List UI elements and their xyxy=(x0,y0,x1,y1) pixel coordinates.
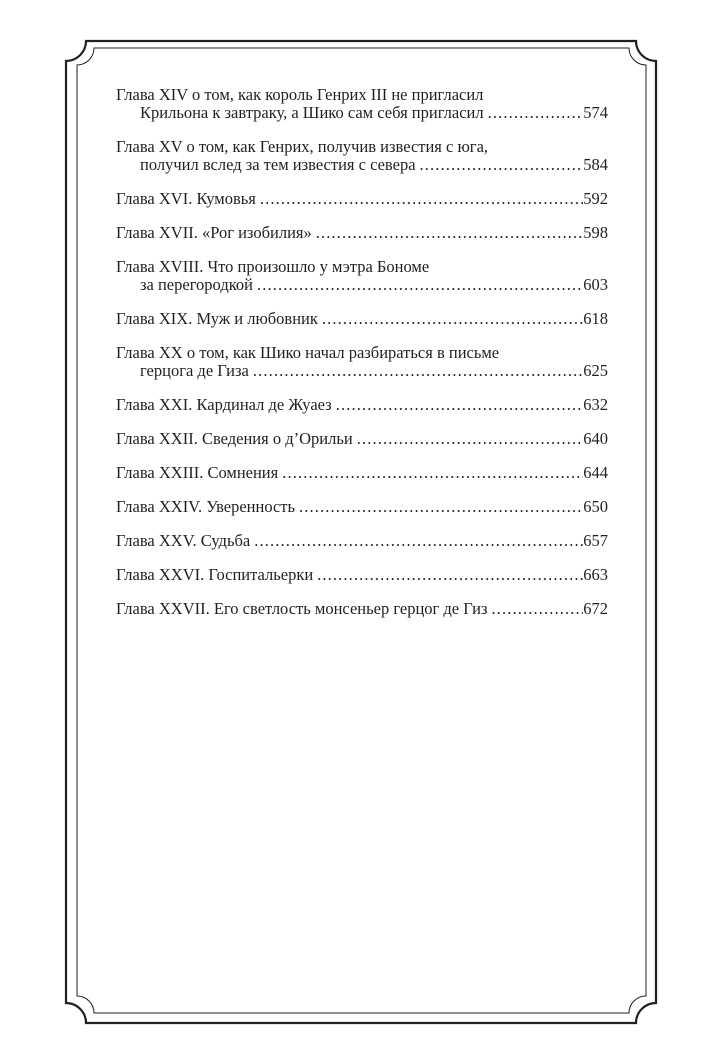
dot-leader xyxy=(250,532,583,550)
toc-entry-title: за перегородкой xyxy=(140,275,253,294)
dot-leader xyxy=(416,156,584,174)
toc-page-number: 574 xyxy=(583,103,608,122)
toc-page-number: 598 xyxy=(583,223,608,242)
toc-entry-row xyxy=(116,224,608,242)
toc-entry xyxy=(116,498,608,516)
dot-leader xyxy=(313,566,583,584)
toc-page-number: 663 xyxy=(583,565,608,584)
toc-entry-title: герцога де Гиза xyxy=(140,361,249,380)
toc-entry-title: Глава XXVII. Его светлость монсеньер герцог де Гиз xyxy=(116,599,488,618)
dot-leader xyxy=(484,104,584,122)
toc-entry-title-line: Глава XX о том, как Шико начал разбираться в письме xyxy=(116,343,500,362)
toc-entry-row xyxy=(116,498,608,516)
toc-entry-title: Глава XXIII. Сомнения xyxy=(116,463,279,482)
toc-entry xyxy=(116,600,608,618)
toc-entry-title: Глава XXI. Кардинал де Жуаез xyxy=(116,395,332,414)
dot-leader xyxy=(295,498,583,516)
toc-entry-title: получил вслед за тем известия с севера xyxy=(140,155,416,174)
toc-page-number: 640 xyxy=(583,429,608,448)
toc-entry-title: Глава XVII. «Рог изобилия» xyxy=(116,223,312,242)
dot-leader xyxy=(253,276,583,294)
toc-entry-title-line: Глава XVIII. Что произошло у мэтра Бономе xyxy=(116,257,430,276)
toc-entry-title-line: Глава XV о том, как Генрих, получив известия с юга, xyxy=(116,137,489,156)
dot-leader xyxy=(312,224,584,242)
toc-entry-title-line: Глава XIV о том, как король Генрих III не пригласил xyxy=(116,85,484,104)
toc-page-number: 657 xyxy=(583,531,608,550)
toc-entry-row xyxy=(116,566,608,584)
toc-entry-title: Глава XVI. Кумовья xyxy=(116,189,256,208)
toc-page-number: 592 xyxy=(583,189,608,208)
toc-page-number: 644 xyxy=(583,463,608,482)
toc-entry-title: Глава XIX. Муж и любовник xyxy=(116,309,318,328)
toc-entry-title: Глава XXVI. Госпитальерки xyxy=(116,565,314,584)
toc-entry xyxy=(116,566,608,584)
toc-entry-title: Крильона к завтраку, а Шико сам себя пригласил xyxy=(140,103,484,122)
toc-page-number: 618 xyxy=(583,309,608,328)
toc-entry xyxy=(116,464,608,482)
toc-entry-title: Глава XXV. Судьба xyxy=(116,531,251,550)
toc-entry-row xyxy=(116,190,608,208)
toc-entry-row xyxy=(116,430,608,448)
dot-leader xyxy=(256,190,583,208)
dot-leader xyxy=(278,464,583,482)
toc-page-number: 632 xyxy=(583,395,608,414)
toc-entry xyxy=(116,86,608,122)
toc-entry xyxy=(116,344,608,380)
toc-entry xyxy=(116,224,608,242)
toc-entry-row xyxy=(116,362,608,380)
toc-entry xyxy=(116,396,608,414)
toc-entry xyxy=(116,258,608,294)
toc-entry-title: Глава XXIV. Уверенность xyxy=(116,497,296,516)
dot-leader xyxy=(318,310,583,328)
toc-entry-row xyxy=(116,532,608,550)
dot-leader xyxy=(332,396,584,414)
toc-entry-row xyxy=(116,276,608,294)
toc-page-number: 625 xyxy=(583,361,608,380)
dot-leader xyxy=(488,600,584,618)
toc-entry xyxy=(116,532,608,550)
toc-entry xyxy=(116,190,608,208)
toc-entry-row xyxy=(116,104,608,122)
table-of-contents xyxy=(116,86,608,634)
toc-entry-row xyxy=(116,310,608,328)
toc-entry xyxy=(116,138,608,174)
toc-entry-title: Глава XXII. Сведения о д’Орильи xyxy=(116,429,353,448)
toc-entry-row xyxy=(116,464,608,482)
toc-page-number: 650 xyxy=(583,497,608,516)
toc-page-number: 672 xyxy=(583,599,608,618)
toc-page-number: 603 xyxy=(583,275,608,294)
toc-entry-row xyxy=(116,396,608,414)
toc-page-number: 584 xyxy=(583,155,608,174)
dot-leader xyxy=(249,362,583,380)
dot-leader xyxy=(353,430,584,448)
toc-entry xyxy=(116,310,608,328)
toc-entry-row xyxy=(116,600,608,618)
toc-entry xyxy=(116,430,608,448)
toc-entry-row xyxy=(116,156,608,174)
